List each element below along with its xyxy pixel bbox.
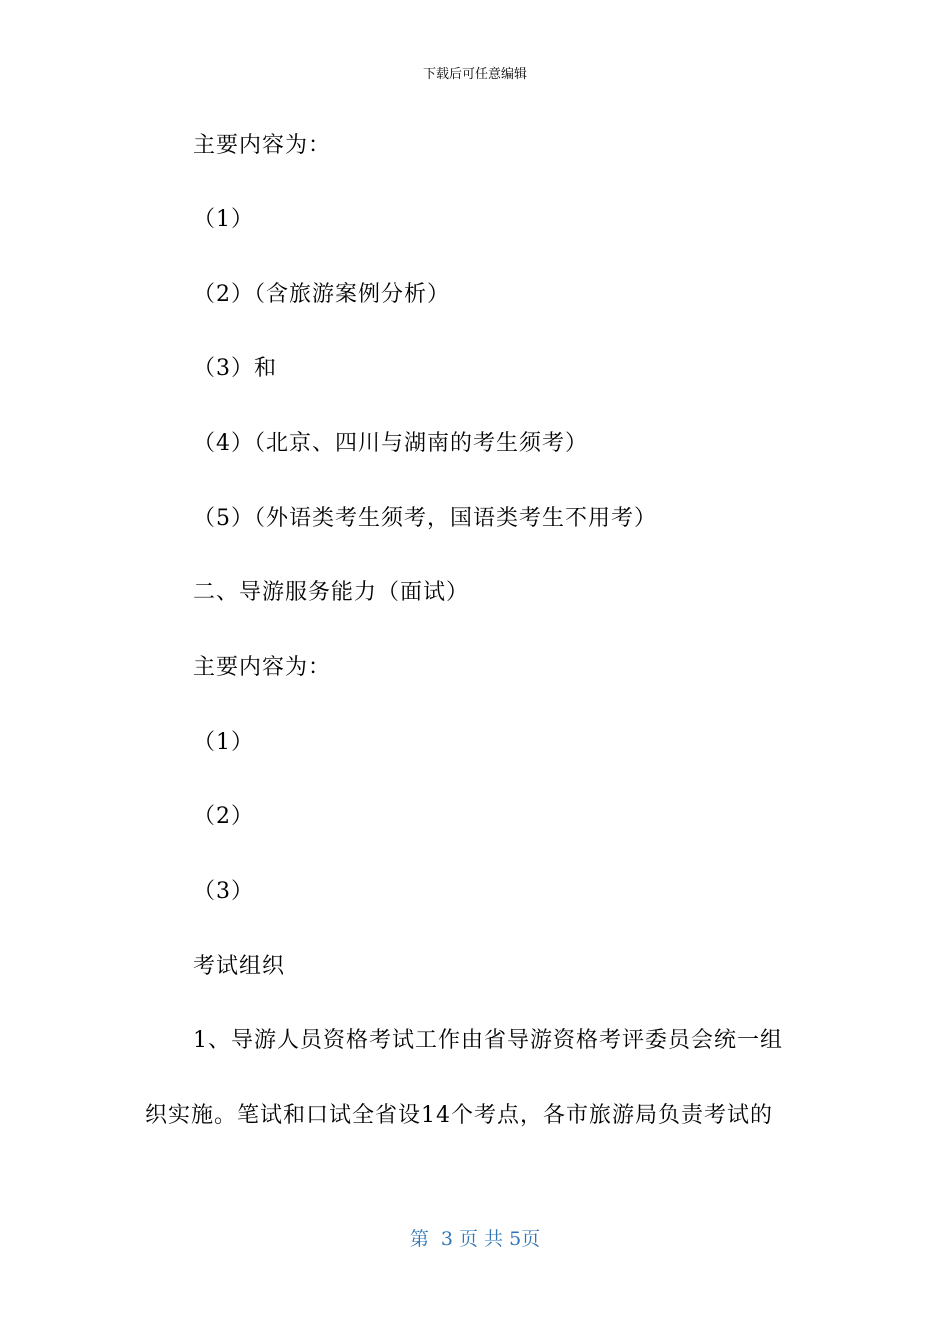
list-item: （5）（外语类考生须考，国语类考生不用考） — [193, 506, 657, 531]
list-item: （2） — [193, 804, 254, 829]
section-heading: 二、导游服务能力（面试） — [193, 580, 470, 605]
section-heading: 考试组织 — [193, 954, 286, 979]
list-item: （2）（含旅游案例分析） — [193, 282, 450, 307]
list-item: （3）和 — [193, 356, 277, 381]
list-item: （3） — [193, 879, 254, 904]
content-heading: 主要内容为： — [193, 133, 332, 158]
list-item: （1） — [193, 730, 254, 755]
content-heading: 主要内容为： — [193, 655, 332, 680]
page-header: 下载后可任意编辑 — [422, 67, 527, 82]
paragraph-line: 1、导游人员资格考试工作由省导游资格考评委员会统一组 — [193, 1028, 783, 1053]
list-item: （1） — [193, 207, 254, 232]
page-footer: 第 3 页 共 5页 — [409, 1228, 541, 1250]
paragraph-line: 织实施。笔试和口试全省设14个考点，各市旅游局负责考试的 — [145, 1103, 773, 1128]
list-item: （4）（北京、四川与湖南的考生须考） — [193, 431, 588, 456]
